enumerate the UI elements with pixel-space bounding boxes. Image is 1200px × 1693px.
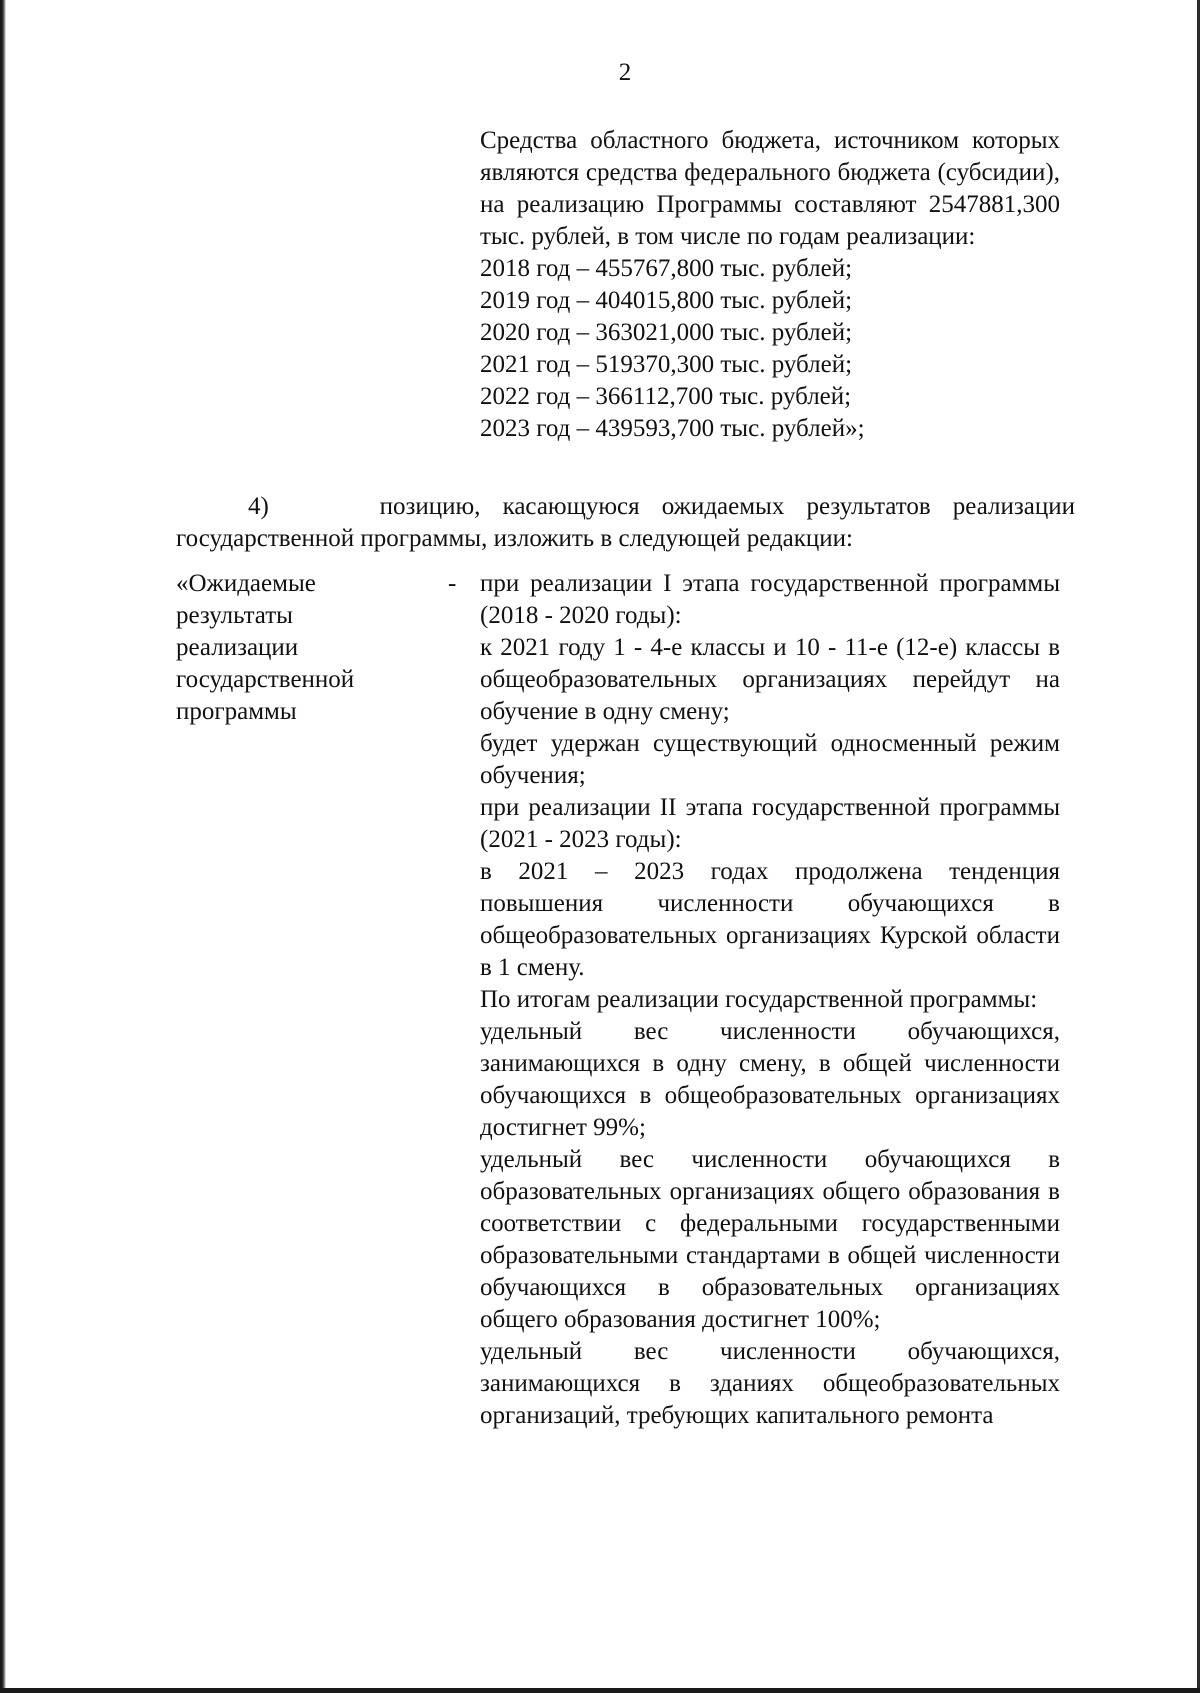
scan-edge-bottom [0, 1688, 1200, 1693]
results-label-line: результаты [176, 602, 293, 629]
budget-year-line: 2020 год – 363021,000 тыс. рублей; [480, 319, 853, 346]
page-number: 2 [618, 59, 632, 86]
results-label-line: программы [176, 698, 297, 725]
results-label-line: государственной [176, 666, 355, 693]
results-paragraph: удельный вес численности обучающихся, занимающихся в одну смену, в общей численности обучающихся в общеобразовательных организациях достигнет 99%; [480, 1018, 1060, 1141]
budget-block [480, 125, 1060, 445]
results-label [176, 568, 406, 728]
item-4-paragraph: 4) позицию, касающуюся ожидаемых результатов реализации государственной программы, изложить в следующей редакции: [176, 493, 1075, 552]
results-label-line: реализации [176, 634, 299, 661]
budget-year-line: 2022 год – 366112,700 тыс. рублей; [480, 383, 852, 410]
budget-year-line: 2021 год – 519370,300 тыс. рублей; [480, 351, 853, 378]
results-label-line: «Ожидаемые [176, 570, 316, 597]
results-paragraph: будет удержан существующий односменный режим обучения; [480, 730, 1060, 789]
budget-year-line: 2018 год – 455767,800 тыс. рублей; [480, 255, 853, 282]
results-paragraph: По итогам реализации государственной программы: [480, 986, 1038, 1013]
budget-paragraph: Средства областного бюджета, источником которых являются средства федерального бюджета (субсидии), на реализацию Программы составляют 2547881,300 тыс. рублей, в том числе по годам реализации: [480, 127, 1060, 250]
results-paragraph: к 2021 году 1 - 4-е классы и 10 - 11-е (12-е) классы в общеобразовательных организациях перейдут на обучение в одну смену; [480, 634, 1060, 725]
budget-year-line: 2019 год – 404015,800 тыс. рублей; [480, 287, 853, 314]
budget-year-line: 2023 год – 439593,700 тыс. рублей»; [480, 415, 865, 442]
scan-edge-left [0, 0, 6, 1693]
results-paragraph: удельный вес численности обучающихся в образовательных организациях общего образования в соответствии с федеральными государственными образовательными стандартами в общей численности обучающихся в образовательных организациях общего образования достигнет 100%; [480, 1146, 1060, 1333]
dash-separator: - [448, 570, 457, 597]
results-content [480, 568, 1060, 1432]
results-paragraph: при реализации I этапа государственной программы (2018 - 2020 годы): [480, 570, 1060, 629]
results-paragraph: удельный вес численности обучающихся, занимающихся в зданиях общеобразовательных организаций, требующих капитального ремонта [480, 1338, 1060, 1429]
results-paragraph: в 2021 – 2023 годах продолжена тенденция повышения численности обучающихся в общеобразовательных организациях Курской области в 1 смену. [480, 858, 1060, 981]
results-paragraph: при реализации II этапа государственной программы (2021 - 2023 годы): [480, 794, 1060, 853]
